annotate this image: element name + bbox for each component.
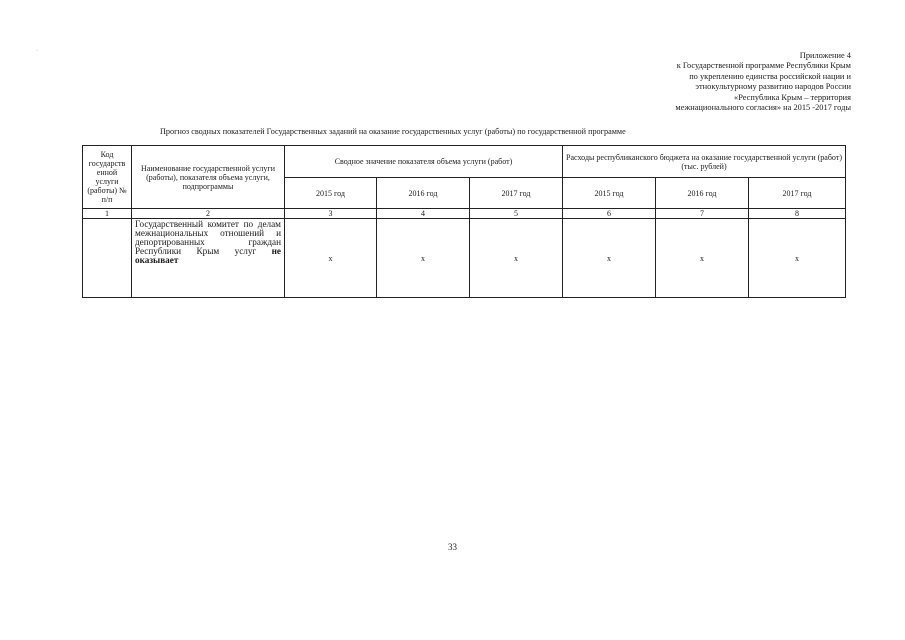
row-value: х [285, 219, 377, 298]
row-value: х [749, 219, 846, 298]
appendix-line: к Государственной программе Республики Крым [676, 61, 851, 71]
row-value: х [563, 219, 656, 298]
column-number: 3 [285, 209, 377, 219]
header-budget-group: Расходы республиканского бюджета на оказание государственной услуги (работ) (тыс. рублей) [563, 146, 846, 178]
row-value: х [377, 219, 470, 298]
header-row [83, 146, 846, 178]
column-number: 4 [377, 209, 470, 219]
year-header: 2017 год [749, 178, 846, 209]
column-number: 1 [83, 209, 132, 219]
appendix-line: межнационального согласия» на 2015 -2017 годы [675, 103, 851, 113]
year-header: 2016 год [377, 178, 470, 209]
document-title: Прогноз сводных показателей Государственных заданий на оказание государственных услуг (работы) по государственной программе [160, 127, 626, 136]
column-number: 8 [749, 209, 846, 219]
appendix-header [591, 51, 851, 113]
row-value: х [656, 219, 749, 298]
year-header: 2016 год [656, 178, 749, 209]
column-number: 2 [132, 209, 285, 219]
row-code [83, 219, 132, 298]
row-service-name-bold: не оказывает [135, 246, 281, 265]
appendix-line: этнокультурному развитию народов России [695, 82, 851, 92]
column-number: 5 [470, 209, 563, 219]
header-name: Наименование государственной услуги (работы), показателя объема услуги, подпрограммы [132, 146, 285, 209]
appendix-line: по укреплению единства российской нации и [689, 71, 851, 81]
scan-speck: · [36, 48, 38, 54]
header-volume-group: Сводное значение показателя объема услуги (работ) [285, 146, 563, 178]
column-number: 6 [563, 209, 656, 219]
appendix-line: «Республика Крым – территория [734, 92, 851, 102]
row-service-name-text: Государственный комитет по делам межнациональных отношений и депортированных граждан Республики Крым услуг [135, 219, 281, 256]
year-header: 2017 год [470, 178, 563, 209]
year-header: 2015 год [563, 178, 656, 209]
forecast-table [82, 145, 846, 298]
year-header: 2015 год [285, 178, 377, 209]
row-value: х [470, 219, 563, 298]
table-row [83, 219, 846, 298]
column-number: 7 [656, 209, 749, 219]
header-code: Код государств енной услуги (работы) № п/п [83, 146, 132, 209]
row-service-name [132, 219, 285, 298]
column-numbers-row [83, 209, 846, 219]
appendix-line: Приложение 4 [799, 51, 851, 60]
page-number: 33 [448, 542, 457, 552]
